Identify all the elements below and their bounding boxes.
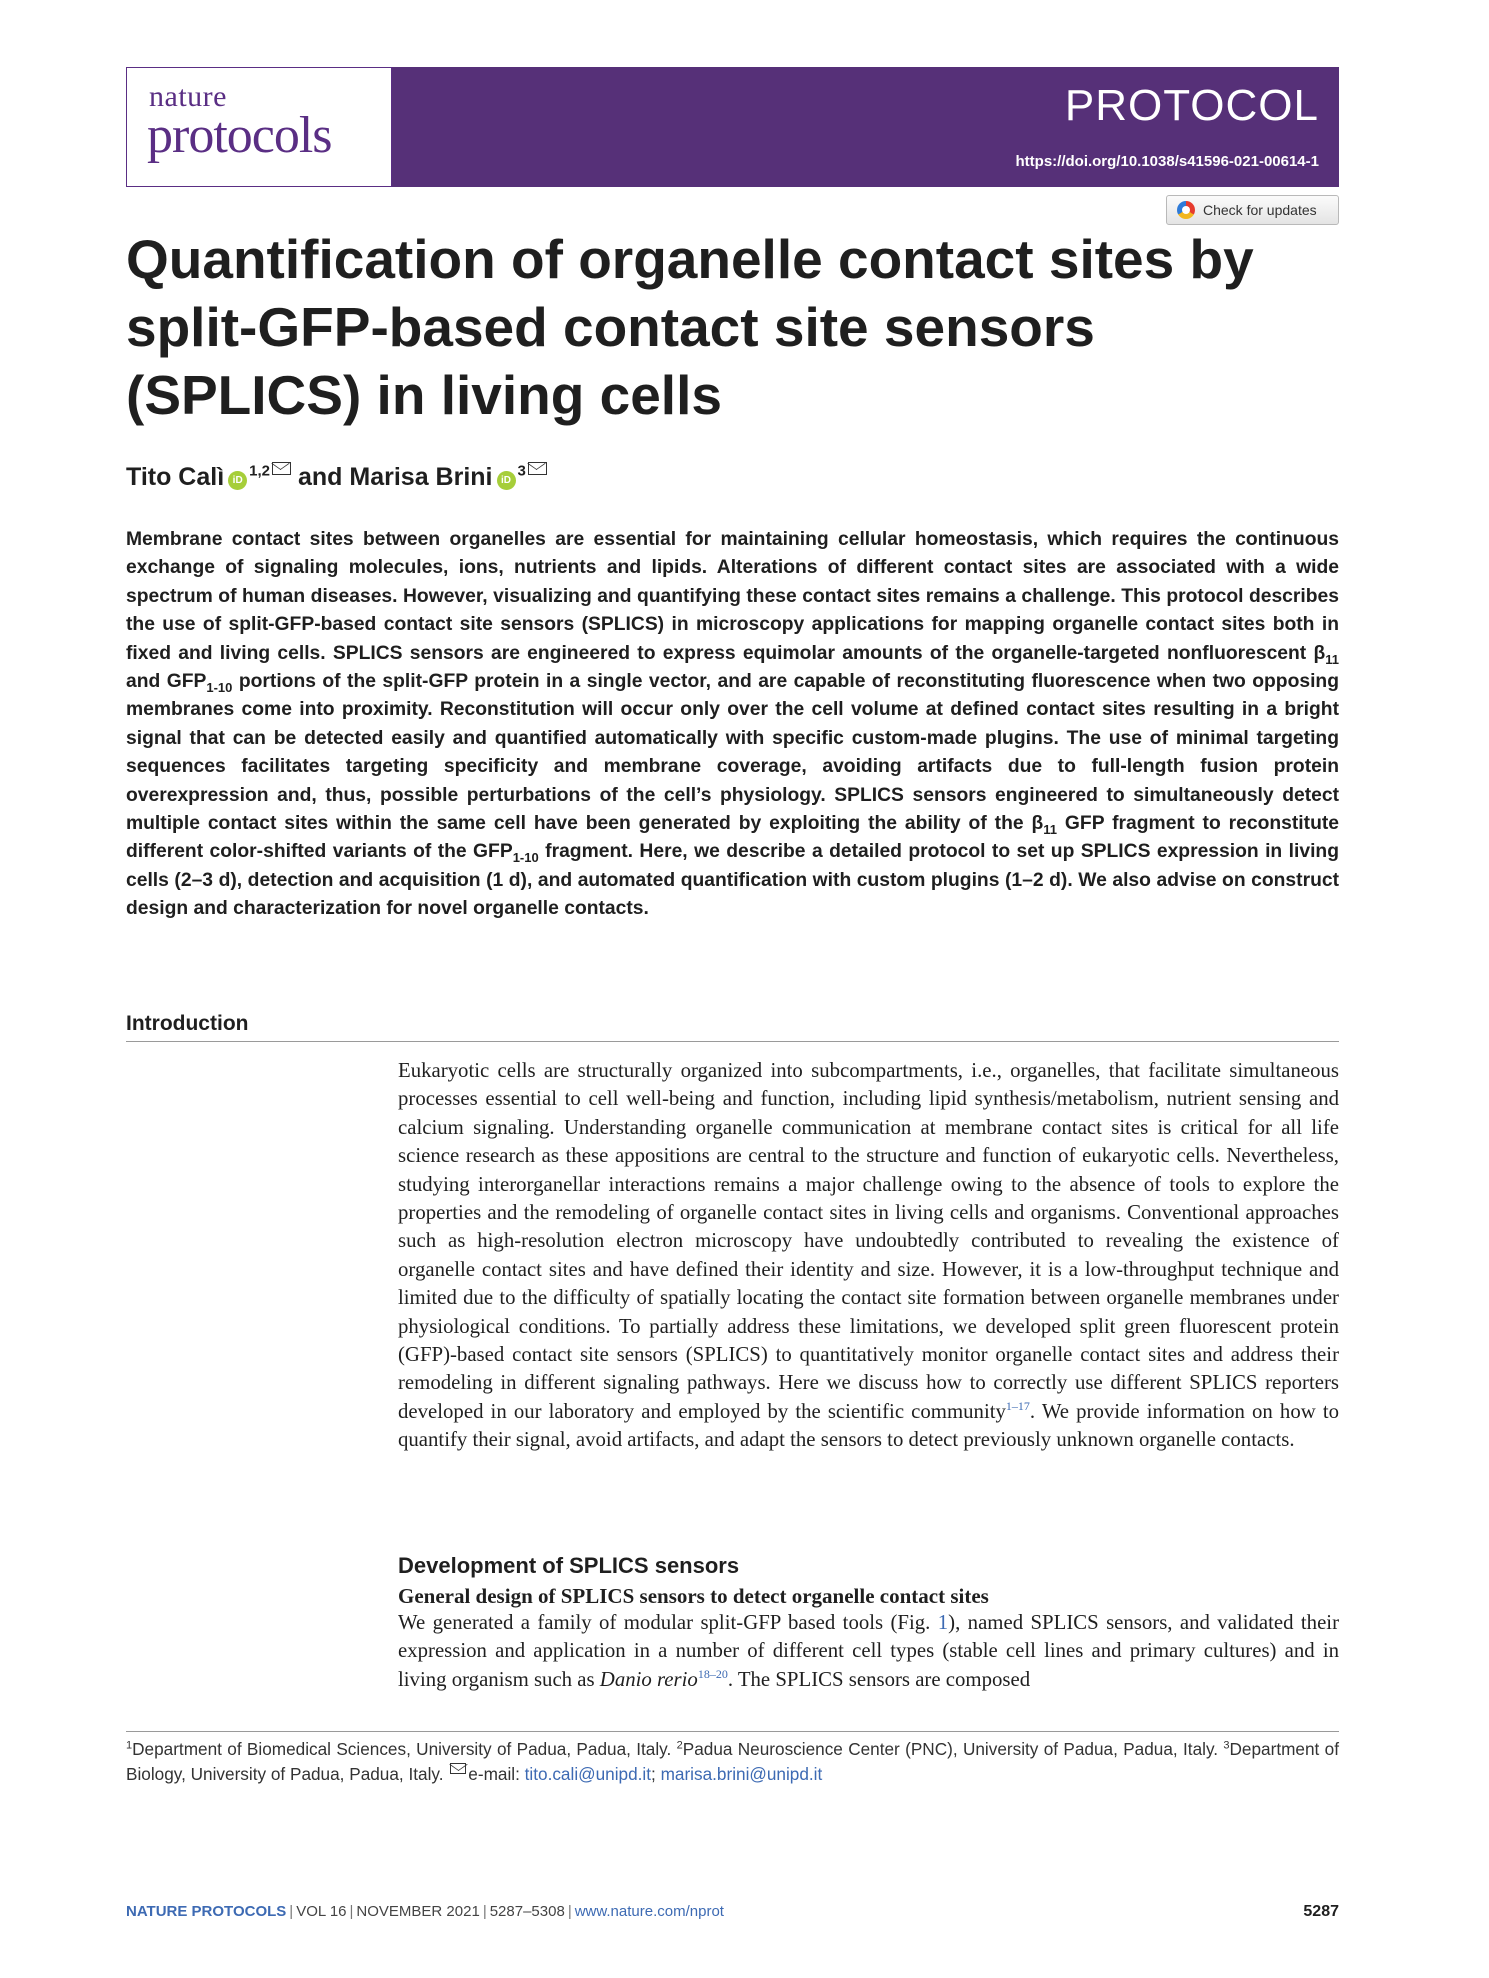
abstract-text: and GFP [126, 671, 207, 693]
figure-link[interactable]: 1 [937, 1611, 949, 1634]
journal-logo [126, 67, 392, 187]
subscript: 1-10 [206, 679, 233, 695]
email-label: e-mail: [468, 1764, 525, 1784]
subsection-heading: General design of SPLICS sensors to detect organelle contact sites [398, 1584, 989, 1608]
email-icon[interactable] [528, 462, 547, 475]
email-link[interactable]: marisa.brini@unipd.it [660, 1764, 823, 1784]
body-text: . The SPLICS sensors are composed [727, 1667, 1031, 1691]
separator: | [567, 1903, 572, 1920]
check-updates-label: Check for updates [1203, 202, 1317, 218]
check-updates-button[interactable] [1166, 195, 1339, 225]
journal-footer [126, 1903, 724, 1920]
abstract-text: fragment. Here, we describe a detailed protocol to set up SPLICS expression in living cells (2–3 d), detection and acquisition (1 d), and automated quantification with custom plugins (1–2 d). We also advise on construct design and characterization for novel organelle contacts. [126, 841, 1339, 920]
section-heading-introduction: Introduction [126, 1012, 249, 1035]
doi-link[interactable]: https://doi.org/10.1038/s41596-021-00614-1 [1015, 153, 1319, 170]
separator: | [482, 1903, 487, 1920]
body-text: Eukaryotic cells are structurally organized into subcompartments, i.e., organelles, that facilitate simultaneous processes essential to cell well-being and function, including lipid synthesis/metabolism, nutrient sensing and calcium signaling. Understanding organelle communication at membrane contact sites is critical for all life science research as these appositions are central to the structure and function of eukaryotic cells. Nevertheless, studying interorganellar interactions remains a major challenge owing to the absence of tools to explore the properties and the remodeling of organelle contact sites in living cells and organisms. Conventional approaches such as high-resolution electron microscopy have undoubtedly contributed to revealing the existence of organelle contact sites and have defined their identity and size. However, it is a low-throughput technique and limited due to the difficulty of spatially locating the contact site formation between organelle membranes under physiological conditions. To partially address these limitations, we developed split green fluorescent protein (GFP)-based contact site sensors (SPLICS) to quantitatively monitor organelle contact sites and address their remodeling in different signaling pathways. Here we discuss how to correctly use different SPLICS reporters developed in our laboratory and employed by the scientific community [398, 1059, 1339, 1423]
journal-url[interactable]: www.nature.com/nprot [574, 1903, 724, 1920]
affiliation-text: Department of Biomedical Sciences, University of Padua, Padua, Italy. [132, 1739, 677, 1759]
crossmark-icon [1177, 201, 1195, 219]
abstract-text: GFP fragment to reconstitute different color-shifted variants of the GFP [126, 813, 1339, 863]
journal-date: NOVEMBER 2021 [356, 1903, 480, 1920]
author-line [126, 462, 547, 492]
page-number: 5287 [1303, 1903, 1339, 1920]
orcid-icon[interactable]: iD [497, 471, 516, 490]
journal-pages: 5287–5308 [489, 1903, 565, 1920]
article-title: Quantification of organelle contact sites by split-GFP-based contact site sensors (SPLICS) in living cells [126, 228, 1254, 426]
journal-volume: VOL 16 [296, 1903, 347, 1920]
journal-name: NATURE PROTOCOLS [126, 1903, 287, 1920]
email-link[interactable]: tito.cali@unipd.it [524, 1764, 652, 1784]
separator: | [289, 1903, 294, 1920]
separator: ; [651, 1764, 661, 1784]
affiliation-text: Department of Biology, University of Padua, Padua, Italy. [126, 1739, 1339, 1784]
orcid-icon[interactable]: iD [228, 471, 247, 490]
affiliation-number: 2 [676, 1739, 683, 1752]
affiliation-number: 3 [1223, 1739, 1230, 1752]
email-icon [450, 1763, 466, 1774]
header-banner [392, 67, 1339, 187]
author-name[interactable]: Marisa Brini [349, 463, 493, 491]
affiliation-text: Padua Neuroscience Center (PNC), University of Padua, Padua, Italy. [682, 1739, 1224, 1759]
author-affiliation-sup: 3 [517, 462, 526, 480]
body-text: ), named SPLICS sensors, and validated their expression and application in a number of different cell types (stable cell lines and primary cultures) and in living organism such as [398, 1611, 1340, 1691]
abstract-text: portions of the split-GFP protein in a single vector, and are capable of reconstituting fluorescence when two opposing membranes come into proximity. Reconstitution will occur only over the cell volume at defined contact sites resulting in a bright signal that can be detected easily and quantified automatically with specific custom-made plugins. The use of minimal targeting sequences facilitates targeting specificity and membrane coverage, avoiding artifacts due to full-length fusion protein overexpression and, thus, possible perturbations of the cell’s physiology. SPLICS sensors engineered to simultaneously detect multiple contact sites within the same cell have been generated by exploiting the ability of the β [126, 671, 1339, 835]
author-conjunction: and [297, 463, 343, 491]
logo-nature-text: nature [149, 80, 227, 113]
introduction-paragraph [398, 1057, 1339, 1455]
separator: | [349, 1903, 354, 1920]
logo-protocols-text: protocols [147, 107, 332, 164]
affiliations [126, 1737, 1339, 1787]
footnote-divider [126, 1731, 1339, 1732]
abstract [126, 526, 1339, 924]
subscript: 11 [1043, 821, 1058, 837]
development-paragraph [398, 1609, 1339, 1694]
species-name: Danio rerio [599, 1667, 698, 1691]
reference-link[interactable]: 1–17 [1005, 1398, 1030, 1413]
body-text: We generated a family of modular split-GFP based tools (Fig. [398, 1611, 938, 1634]
email-icon[interactable] [272, 462, 291, 475]
article-type: PROTOCOL [1064, 81, 1319, 130]
affiliation-number: 1 [126, 1739, 133, 1752]
author-affiliation-sup: 1,2 [249, 462, 271, 480]
author-name[interactable]: Tito Calì [126, 463, 225, 491]
section-heading-development: Development of SPLICS sensors [398, 1553, 740, 1578]
section-divider [126, 1041, 1339, 1042]
reference-link[interactable]: 18–20 [697, 1666, 728, 1681]
abstract-text: Membrane contact sites between organelles are essential for maintaining cellular homeostasis, which requires the continuous exchange of signaling molecules, ions, nutrients and lipids. Alterations of different contact sites are associated with a wide spectrum of human diseases. However, visualizing and quantifying these contact sites remains a challenge. This protocol describes the use of split-GFP-based contact site sensors (SPLICS) in microscopy applications for mapping organelle contact sites both in fixed and living cells. SPLICS sensors are engineered to express equimolar amounts of the organelle-targeted nonfluorescent β [126, 529, 1339, 664]
body-text: . We provide information on how to quantify their signal, avoid artifacts, and adapt the sensors to detect previously unknown organelle contacts. [398, 1399, 1340, 1452]
subscript: 1-10 [512, 850, 539, 866]
subscript: 11 [1325, 651, 1339, 667]
